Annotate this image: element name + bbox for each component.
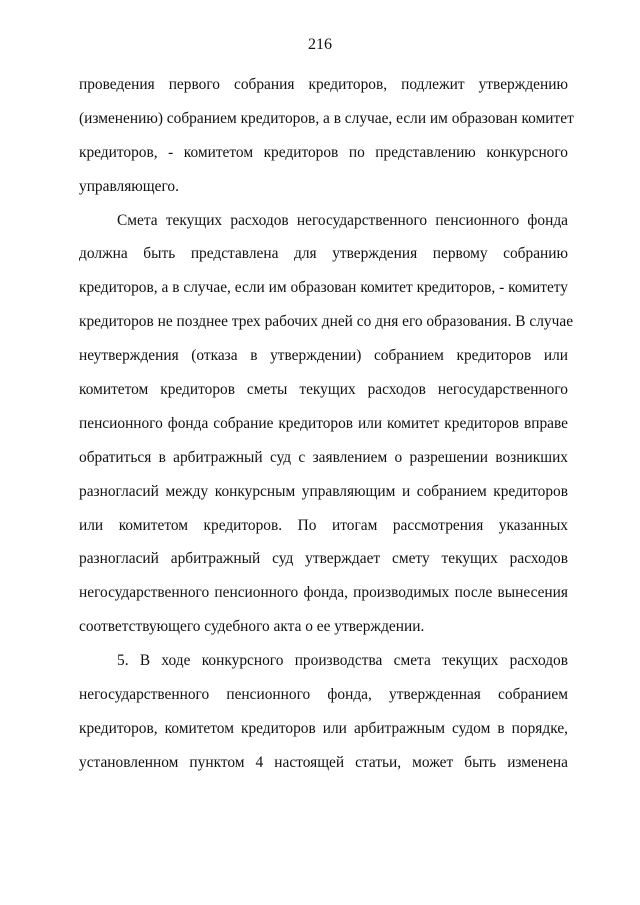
text-line: установленном пунктом 4 настоящей статьи, может быть изменена [79, 753, 568, 771]
text-line: кредиторов, комитетом кредиторов или арбитражным судом в порядке, [79, 719, 568, 737]
text-line: комитетом кредиторов сметы текущих расходов негосударственного [79, 381, 568, 399]
text-line: кредиторов, - комитетом кредиторов по представлению конкурсного [79, 143, 568, 161]
text-line: кредиторов, а в случае, если им образован комитет кредиторов, - комитету [79, 279, 568, 297]
text-line: разногласий между конкурсным управляющим и собранием кредиторов [79, 482, 568, 500]
document-body [79, 68, 574, 780]
page-number: 216 [308, 36, 332, 53]
text-line: или комитетом кредиторов. По итогам рассмотрения указанных [79, 516, 568, 534]
text-line: пенсионного фонда собрание кредиторов или комитет кредиторов вправе [79, 414, 568, 432]
text-line: проведения первого собрания кредиторов, подлежит утверждению [79, 76, 568, 93]
text-line: соответствующего судебного акта о ее утверждении. [79, 618, 425, 636]
text-line: негосударственного пенсионного фонда, производимых после вынесения [79, 584, 568, 602]
text-line: (изменению) собранием кредиторов, а в случае, если им образован комитет [79, 109, 574, 127]
text-line: кредиторов не позднее трех рабочих дней со дня его образования. В случае [79, 313, 574, 331]
text-line: негосударственного пенсионного фонда, утвержденная собранием [79, 686, 568, 704]
text-line: Смета текущих расходов негосударственного пенсионного фонда [117, 211, 568, 229]
text-line: должна быть представлена для утверждения первому собранию [79, 245, 568, 263]
text-line: разногласий арбитражный суд утверждает смету текущих расходов [79, 550, 568, 568]
text-line: обратиться в арбитражный суд с заявлением о разрешении возникших [79, 448, 568, 466]
text-line: управляющего. [79, 177, 179, 195]
text-line: неутверждения (отказа в утверждении) собранием кредиторов или [79, 347, 568, 365]
text-line: 5. В ходе конкурсного производства смета текущих расходов [117, 652, 568, 670]
